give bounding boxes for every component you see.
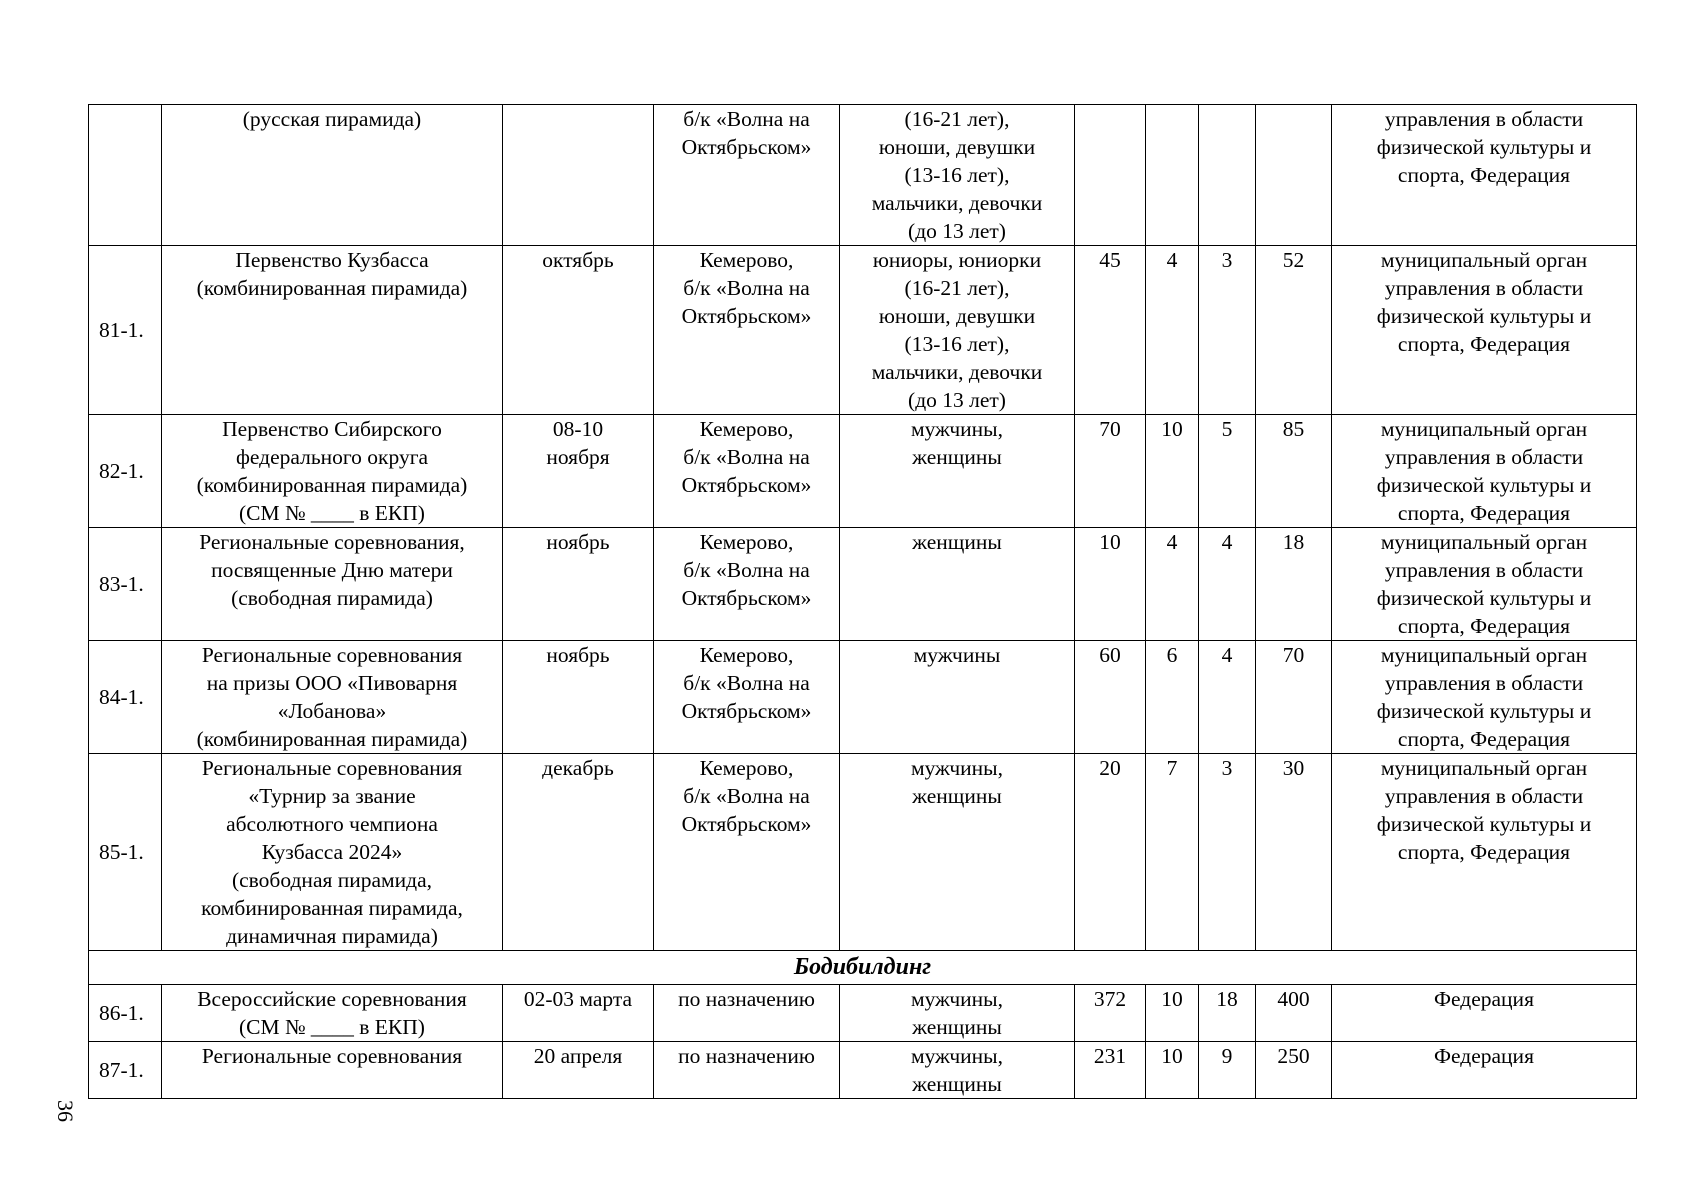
cell-participants: (16-21 лет), юноши, девушки (13-16 лет), мальчики, девочки (до 13 лет) <box>840 105 1075 246</box>
cell-c2: 6 <box>1146 641 1199 754</box>
cell-place: Кемерово, б/к «Волна на Октябрьском» <box>654 246 840 415</box>
cell-name: (русская пирамида) <box>162 105 503 246</box>
table-row <box>89 246 1637 415</box>
cell-organizer: муниципальный орган управления в области физической культуры и спорта, Федерация <box>1332 641 1637 754</box>
events-table <box>88 104 1637 1099</box>
cell-name: Всероссийские соревнования (СМ № ____ в ЕКП) <box>162 985 503 1042</box>
cell-organizer: Федерация <box>1332 1042 1637 1099</box>
cell-place: по назначению <box>654 985 840 1042</box>
cell-num <box>89 105 162 246</box>
cell-num: 82-1. <box>89 415 162 528</box>
cell-name: Региональные соревнования, посвященные Дню матери (свободная пирамида) <box>162 528 503 641</box>
cell-c4: 250 <box>1256 1042 1332 1099</box>
cell-date: октябрь <box>503 246 654 415</box>
page-number: 36 <box>53 1100 78 1122</box>
cell-c3: 5 <box>1199 415 1256 528</box>
cell-c4: 85 <box>1256 415 1332 528</box>
cell-c4: 52 <box>1256 246 1332 415</box>
cell-c3: 4 <box>1199 528 1256 641</box>
cell-place: по назначению <box>654 1042 840 1099</box>
cell-date: 20 апреля <box>503 1042 654 1099</box>
table-row <box>89 754 1637 951</box>
table-row <box>89 415 1637 528</box>
cell-num: 87-1. <box>89 1042 162 1099</box>
cell-organizer: муниципальный орган управления в области физической культуры и спорта, Федерация <box>1332 528 1637 641</box>
cell-num: 83-1. <box>89 528 162 641</box>
cell-name: Региональные соревнования «Турнир за звание абсолютного чемпиона Кузбасса 2024» (свободная пирамида, комбинированная пирамида, динамичная пирамида) <box>162 754 503 951</box>
cell-c4: 400 <box>1256 985 1332 1042</box>
cell-c3 <box>1199 105 1256 246</box>
cell-place: Кемерово, б/к «Волна на Октябрьском» <box>654 754 840 951</box>
cell-organizer: управления в области физической культуры и спорта, Федерация <box>1332 105 1637 246</box>
cell-participants: женщины <box>840 528 1075 641</box>
cell-participants: мужчины, женщины <box>840 1042 1075 1099</box>
cell-organizer: муниципальный орган управления в области физической культуры и спорта, Федерация <box>1332 246 1637 415</box>
cell-participants: мужчины, женщины <box>840 415 1075 528</box>
cell-num: 84-1. <box>89 641 162 754</box>
cell-c4: 30 <box>1256 754 1332 951</box>
cell-c3: 3 <box>1199 754 1256 951</box>
cell-c4: 70 <box>1256 641 1332 754</box>
table-row <box>89 641 1637 754</box>
cell-num: 85-1. <box>89 754 162 951</box>
table-row <box>89 105 1637 246</box>
cell-organizer: Федерация <box>1332 985 1637 1042</box>
cell-organizer: муниципальный орган управления в области физической культуры и спорта, Федерация <box>1332 415 1637 528</box>
cell-c1: 231 <box>1075 1042 1146 1099</box>
cell-participants: юниоры, юниорки (16-21 лет), юноши, девушки (13-16 лет), мальчики, девочки (до 13 лет) <box>840 246 1075 415</box>
cell-participants: мужчины <box>840 641 1075 754</box>
cell-name: Региональные соревнования на призы ООО «Пивоварня «Лобанова» (комбинированная пирамида) <box>162 641 503 754</box>
cell-c1: 70 <box>1075 415 1146 528</box>
cell-c3: 9 <box>1199 1042 1256 1099</box>
cell-date: ноябрь <box>503 641 654 754</box>
cell-c3: 3 <box>1199 246 1256 415</box>
cell-date <box>503 105 654 246</box>
cell-place: Кемерово, б/к «Волна на Октябрьском» <box>654 415 840 528</box>
cell-name: Региональные соревнования <box>162 1042 503 1099</box>
cell-place: Кемерово, б/к «Волна на Октябрьском» <box>654 641 840 754</box>
cell-place: б/к «Волна на Октябрьском» <box>654 105 840 246</box>
cell-c2: 10 <box>1146 1042 1199 1099</box>
cell-c1: 372 <box>1075 985 1146 1042</box>
cell-date: ноябрь <box>503 528 654 641</box>
cell-num: 81-1. <box>89 246 162 415</box>
section-row <box>89 951 1637 985</box>
cell-c2 <box>1146 105 1199 246</box>
cell-c4: 18 <box>1256 528 1332 641</box>
cell-c2: 4 <box>1146 528 1199 641</box>
cell-c4 <box>1256 105 1332 246</box>
cell-date: 02-03 марта <box>503 985 654 1042</box>
cell-c3: 18 <box>1199 985 1256 1042</box>
cell-name: Первенство Кузбасса (комбинированная пирамида) <box>162 246 503 415</box>
cell-c3: 4 <box>1199 641 1256 754</box>
cell-date: 08-10 ноября <box>503 415 654 528</box>
table-row <box>89 985 1637 1042</box>
cell-c2: 4 <box>1146 246 1199 415</box>
cell-name: Первенство Сибирского федерального округа (комбинированная пирамида) (СМ № ____ в ЕКП) <box>162 415 503 528</box>
cell-c1: 45 <box>1075 246 1146 415</box>
table-row <box>89 528 1637 641</box>
cell-participants: мужчины, женщины <box>840 985 1075 1042</box>
table-row <box>89 1042 1637 1099</box>
cell-c1 <box>1075 105 1146 246</box>
cell-c2: 7 <box>1146 754 1199 951</box>
cell-participants: мужчины, женщины <box>840 754 1075 951</box>
cell-c2: 10 <box>1146 985 1199 1042</box>
cell-c1: 20 <box>1075 754 1146 951</box>
cell-c1: 10 <box>1075 528 1146 641</box>
cell-num: 86-1. <box>89 985 162 1042</box>
cell-c2: 10 <box>1146 415 1199 528</box>
cell-c1: 60 <box>1075 641 1146 754</box>
cell-date: декабрь <box>503 754 654 951</box>
section-title: Бодибилдинг <box>89 951 1637 985</box>
cell-place: Кемерово, б/к «Волна на Октябрьском» <box>654 528 840 641</box>
cell-organizer: муниципальный орган управления в области физической культуры и спорта, Федерация <box>1332 754 1637 951</box>
